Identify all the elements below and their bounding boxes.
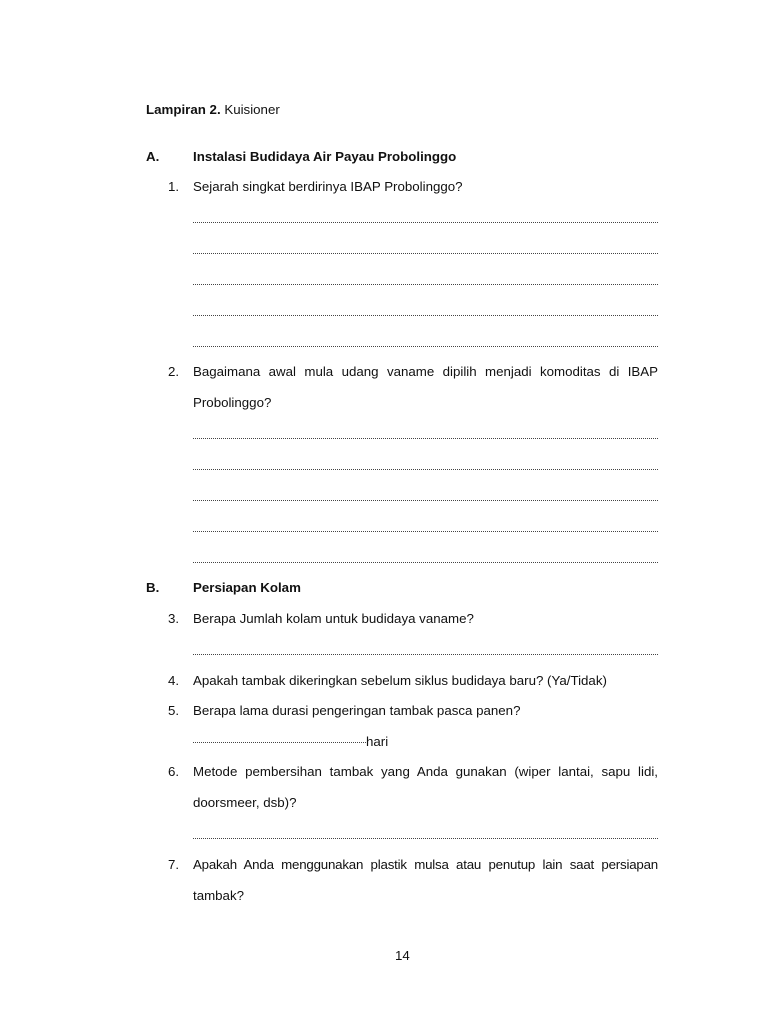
answer-line[interactable] [193,531,658,532]
section-a-letter: A. [146,149,160,164]
answer-line[interactable] [193,838,658,839]
answer-line[interactable] [193,315,658,316]
unit-label: hari [366,734,389,749]
answer-line[interactable] [193,284,658,285]
answer-line[interactable] [193,438,658,439]
question-number: 5. [168,703,180,718]
question-number: 2. [168,364,180,379]
question-text: Metode pembersihan tambak yang Anda gunakan (wiper lantai, sapu lidi, [193,764,658,779]
section-a-heading: Instalasi Budidaya Air Payau Probolinggo [193,149,457,164]
question-text: Apakah tambak dikeringkan sebelum siklus budidaya baru? (Ya/Tidak) [193,673,607,688]
page-number: 14 [395,948,410,963]
question-text: Probolinggo? [193,395,272,410]
appendix-name: Kuisioner [224,102,280,117]
question-number: 7. [168,857,180,872]
question-text: Bagaimana awal mula udang vaname dipilih menjadi komoditas di IBAP [193,364,658,379]
answer-line[interactable] [193,654,658,655]
question-number: 4. [168,673,180,688]
answer-line[interactable] [193,222,658,223]
appendix-label: Lampiran 2. [146,102,221,117]
appendix-title [146,102,280,118]
question-text: Sejarah singkat berdirinya IBAP Probolinggo? [193,179,463,194]
question-text: tambak? [193,888,244,903]
answer-line[interactable] [193,562,658,563]
answer-line[interactable] [193,469,658,470]
answer-line[interactable] [193,500,658,501]
question-text: doorsmeer, dsb)? [193,795,297,810]
question-text: Apakah Anda menggunakan plastik mulsa atau penutup lain saat persiapan [193,857,658,872]
question-text: Berapa Jumlah kolam untuk budidaya vaname? [193,611,474,626]
answer-line[interactable] [193,346,658,347]
answer-line[interactable] [193,253,658,254]
section-b-heading: Persiapan Kolam [193,580,301,595]
answer-days[interactable] [193,734,388,750]
answer-line[interactable] [193,742,366,743]
question-number: 6. [168,764,180,779]
section-b-letter: B. [146,580,160,595]
question-number: 3. [168,611,180,626]
question-number: 1. [168,179,180,194]
question-text: Berapa lama durasi pengeringan tambak pasca panen? [193,703,521,718]
